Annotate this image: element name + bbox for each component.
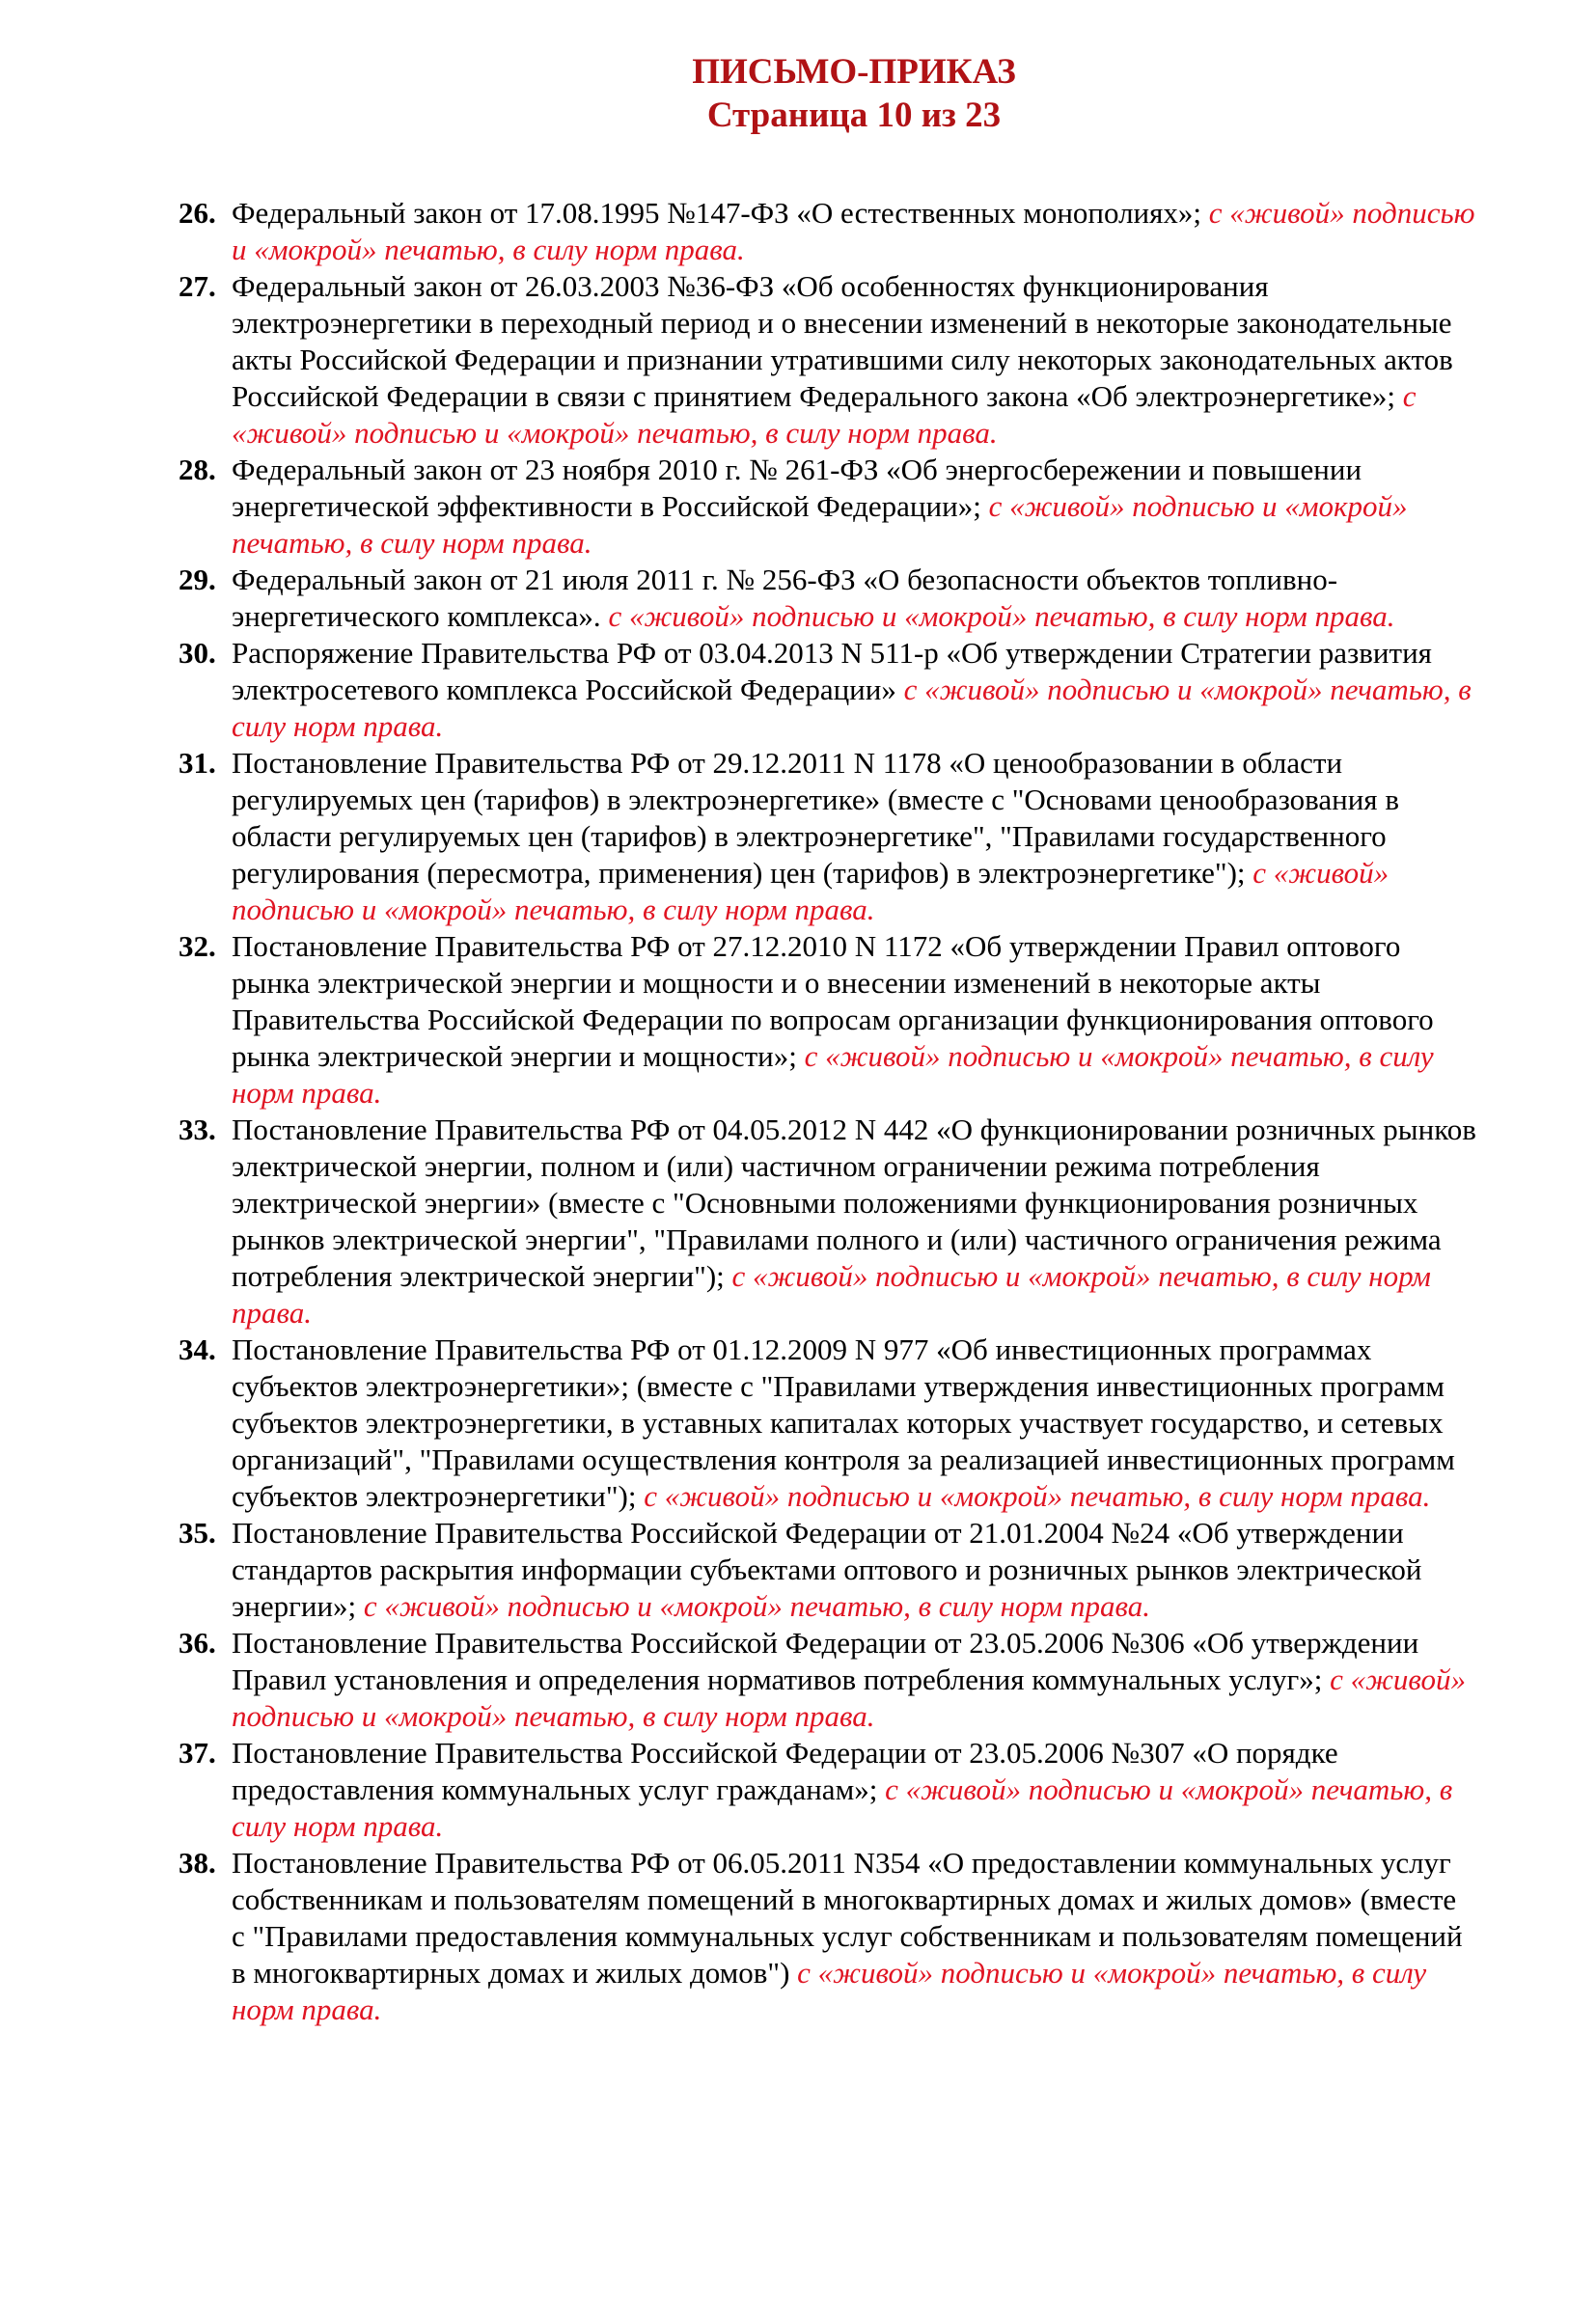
- item-number: 27.: [179, 269, 216, 303]
- item-red-note: с «живой» подписью и «мокрой» печатью, в силу норм права.: [232, 856, 1390, 926]
- item-text: Постановление Правительства Российской Федерации от 21.01.2004 №24 «Об утверждении стандартов раскрытия информации субъектами оптового и розничных рынков электрической энергии»;: [232, 1516, 1422, 1623]
- item-number: 30.: [179, 636, 216, 670]
- item-number: 35.: [179, 1516, 216, 1550]
- law-list-item: [179, 268, 1476, 452]
- item-text: Распоряжение Правительства РФ от 03.04.2013 N 511-р «Об утверждении Стратегии развития электросетевого комплекса Российской Федерации»: [232, 636, 1432, 706]
- item-number: 28.: [179, 453, 216, 486]
- law-list: [179, 195, 1476, 2028]
- law-list-item: [179, 1515, 1476, 1625]
- item-text: Постановление Правительства РФ от 01.12.2009 N 977 «Об инвестиционных программах субъектов электроэнергетики»; (вместе с "Правилами утверждения инвестиционных программ субъектов электроэнергетики, в уставных капиталах которых участвует государство, и сетевых организаций", "Правилами осуществления контроля за реализацией инвестиционных программ субъектов электроэнергетики");: [232, 1332, 1455, 1513]
- item-red-note: с «живой» подписью и «мокрой» печатью, в силу норм права.: [363, 1589, 1151, 1623]
- item-red-note: с «живой» подписью и «мокрой» печатью, в силу норм права.: [232, 1772, 1453, 1843]
- law-list-item: [179, 195, 1476, 268]
- item-red-note: с «живой» подписью и «мокрой» печатью, в силу норм права.: [232, 1039, 1434, 1110]
- law-list-item: [179, 1332, 1476, 1515]
- item-red-note: с «живой» подписью и «мокрой» печатью, в силу норм права.: [232, 379, 1417, 450]
- law-list-item: [179, 452, 1476, 562]
- item-number: 31.: [179, 746, 216, 780]
- item-red-note: с «живой» подписью и «мокрой» печатью, в силу норм права.: [232, 1662, 1466, 1733]
- law-list-item: [179, 1845, 1476, 2028]
- item-number: 26.: [179, 196, 216, 230]
- item-number: 29.: [179, 563, 216, 596]
- page-header: [232, 50, 1476, 137]
- item-number: 34.: [179, 1332, 216, 1366]
- item-red-note: с «живой» подписью и «мокрой» печатью, в силу норм права.: [232, 489, 1408, 560]
- item-red-note: с «живой» подписью и «мокрой» печатью, в силу норм права.: [232, 673, 1472, 743]
- item-red-note: с «живой» подписью и «мокрой» печатью, в силу норм права.: [232, 196, 1475, 266]
- item-text: Постановление Правительства РФ от 29.12.2011 N 1178 «О ценообразовании в области регулируемых цен (тарифов) в электроэнергетике» (вместе с "Основами ценообразования в области регулируемых цен (тарифов) в электроэнергетике", "Правилами государственного регулирования (пересмотра, применения) цен (тарифов) в электроэнергетике");: [232, 746, 1399, 890]
- law-list-item: [179, 1735, 1476, 1845]
- law-list-item: [179, 928, 1476, 1112]
- page-title: ПИСЬМО-ПРИКАЗ: [692, 52, 1016, 92]
- item-text: Постановление Правительства РФ от 06.05.2011 N354 «О предоставлении коммунальных услуг собственникам и пользователям помещений в многоквартирных домах и жилых домов» (вместе с "Правилами предоставления коммунальных услуг собственникам и пользователям помещений в многоквартирных домах и жилых домов"): [232, 1846, 1463, 1990]
- document-page: [0, 50, 1596, 2307]
- item-text: Федеральный закон от 17.08.1995 №147-ФЗ «О естественных монополиях»;: [232, 196, 1209, 230]
- item-number: 32.: [179, 929, 216, 963]
- item-text: Федеральный закон от 26.03.2003 №36-ФЗ «Об особенностях функционирования электроэнергетики в переходный период и о внесении изменений в некоторые законодательные акты Российской Федерации и признании утратившими силу некоторых законодательных актов Российской Федерации в связи с принятием Федерального закона «Об электроэнергетике»;: [232, 269, 1453, 413]
- law-list-item: [179, 562, 1476, 635]
- item-red-note: с «живой» подписью и «мокрой» печатью, в силу норм права.: [608, 599, 1395, 633]
- item-text: Постановление Правительства РФ от 04.05.2012 N 442 «О функционировании розничных рынков электрической энергии, полном и (или) частичном ограничении режима потребления электрической энергии» (вместе с "Основными положениями функционирования розничных рынков электрической энергии", "Правилами полного и (или) частичного ограничения режима потребления электрической энергии");: [232, 1112, 1476, 1293]
- law-list-item: [179, 745, 1476, 928]
- law-list-item: [179, 1112, 1476, 1332]
- item-text: Федеральный закон от 23 ноября 2010 г. № 261-ФЗ «Об энергосбережении и повышении энергетической эффективности в Российской Федерации»;: [232, 453, 1362, 523]
- item-number: 36.: [179, 1626, 216, 1660]
- item-number: 38.: [179, 1846, 216, 1880]
- item-text: Федеральный закон от 21 июля 2011 г. № 256-ФЗ «О безопасности объектов топливно-энергетического комплекса».: [232, 563, 1338, 633]
- item-red-note: с «живой» подписью и «мокрой» печатью, в силу норм права.: [644, 1479, 1431, 1513]
- item-number: 33.: [179, 1112, 216, 1146]
- item-red-note: с «живой» подписью и «мокрой» печатью, в силу норм права.: [232, 1956, 1427, 2026]
- item-text: Постановление Правительства РФ от 27.12.2010 N 1172 «Об утверждении Правил оптового рынка электрической энергии и мощности и о внесении изменений в некоторые акты Правительства Российской Федерации по вопросам организации функционирования оптового рынка электрической энергии и мощности»;: [232, 929, 1434, 1073]
- law-list-item: [179, 1625, 1476, 1735]
- item-red-note: с «живой» подписью и «мокрой» печатью, в силу норм права.: [232, 1259, 1431, 1330]
- law-list-item: [179, 635, 1476, 745]
- item-text: Постановление Правительства Российской Федерации от 23.05.2006 №306 «Об утверждении Правил установления и определения нормативов потребления коммунальных услуг»;: [232, 1626, 1419, 1696]
- item-number: 37.: [179, 1736, 216, 1770]
- item-text: Постановление Правительства Российской Федерации от 23.05.2006 №307 «О порядке предоставления коммунальных услуг гражданам»;: [232, 1736, 1338, 1806]
- page-number-line: Страница 10 из 23: [706, 96, 1002, 135]
